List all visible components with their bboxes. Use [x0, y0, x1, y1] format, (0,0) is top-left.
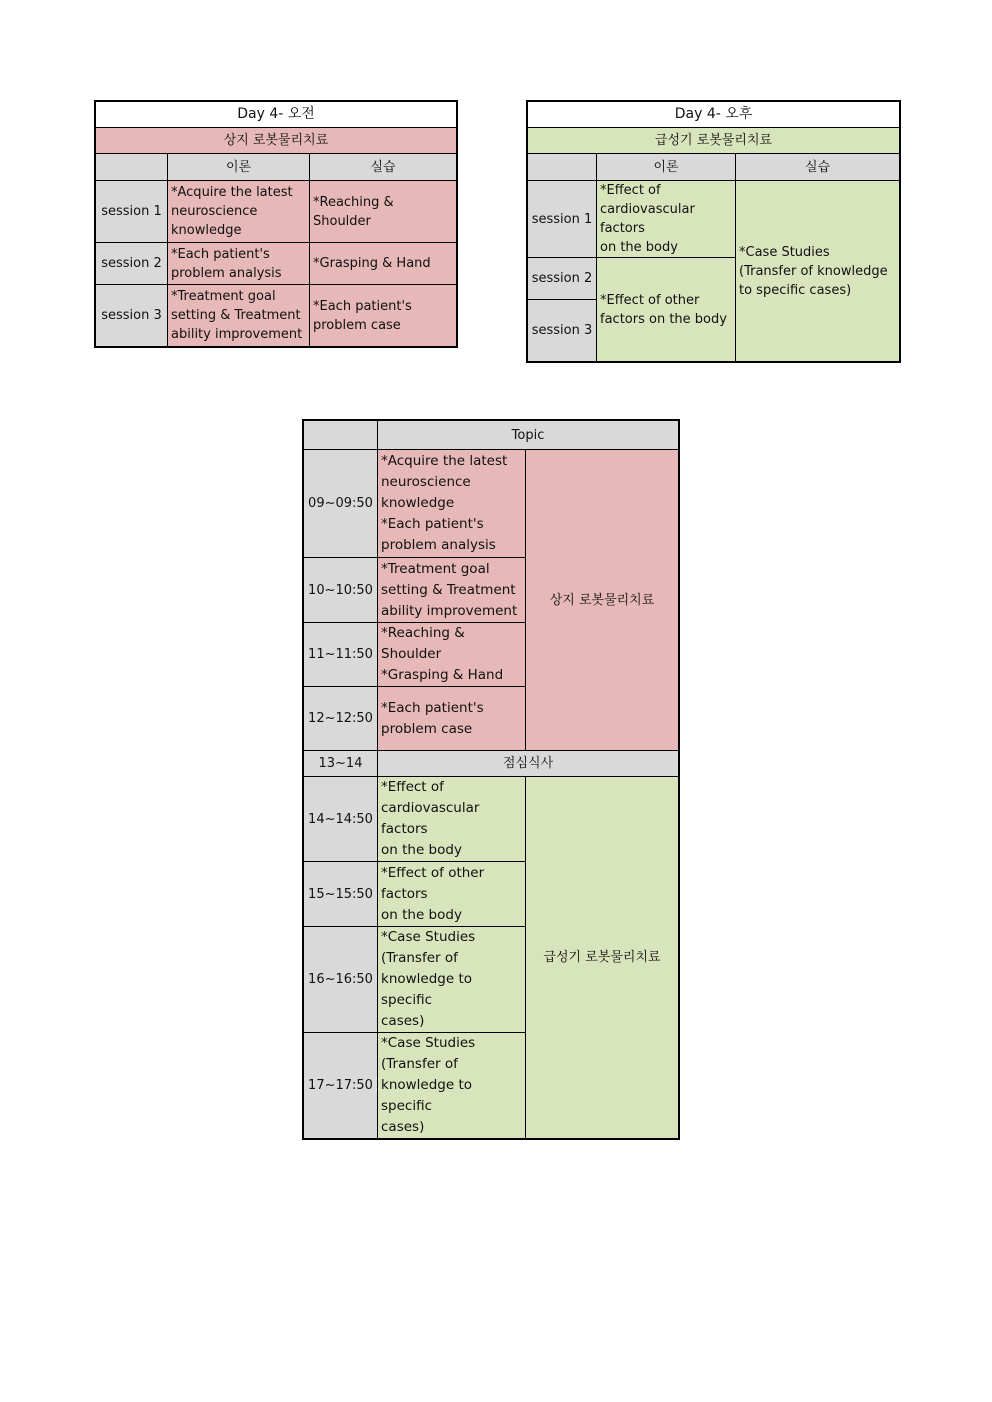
practice-cell: *Reaching & Shoulder: [310, 181, 457, 243]
time-cell: 12~12:50: [304, 687, 378, 751]
practice-cell: *Each patient's problem case: [310, 285, 457, 347]
am-col-theory: 이론: [168, 154, 310, 181]
lunch-time: 13~14: [304, 751, 378, 777]
topic-cell: *Effect of cardiovascular factors on the body: [378, 777, 526, 862]
lunch-label: 점심식사: [378, 751, 679, 777]
topic-cell: *Effect of other factors on the body: [378, 862, 526, 927]
topic-cell: *Treatment goal setting & Treatment ability improvement: [378, 558, 526, 623]
am-header-empty: [96, 154, 168, 181]
am-table-title: Day 4- 오전: [96, 102, 457, 128]
topic-cell: *Case Studies (Transfer of knowledge to specific cases): [378, 1033, 526, 1139]
schedule-header-empty: [304, 421, 378, 450]
schedule-row: [304, 777, 679, 862]
pm-table-title: Day 4- 오후: [528, 102, 900, 128]
daily-schedule-table: [303, 420, 679, 1139]
session-label: session 2: [96, 243, 168, 285]
theory-cell: *Treatment goal setting & Treatment ability improvement: [168, 285, 310, 347]
schedule-row: [304, 450, 679, 558]
topic-cell: *Acquire the latest neuroscience knowledge *Each patient's problem analysis: [378, 450, 526, 558]
pm-row-1: [528, 181, 900, 258]
session-label: session 1: [528, 181, 597, 258]
session-label: session 3: [96, 285, 168, 347]
am-row-1: [96, 181, 457, 243]
topic-cell: *Case Studies (Transfer of knowledge to specific cases): [378, 927, 526, 1033]
time-cell: 14~14:50: [304, 777, 378, 862]
theory-cell: *Effect of cardiovascular factors on the body: [597, 181, 736, 258]
theory-cell: *Effect of other factors on the body: [597, 258, 736, 362]
session-label: session 2: [528, 258, 597, 300]
time-cell: 17~17:50: [304, 1033, 378, 1139]
am-schedule-table: [95, 101, 457, 347]
theory-cell: *Acquire the latest neuroscience knowledge: [168, 181, 310, 243]
time-cell: 10~10:50: [304, 558, 378, 623]
time-cell: 09~09:50: [304, 450, 378, 558]
afternoon-subject: 급성기 로봇물리치료: [526, 777, 679, 1139]
pm-col-practice: 실습: [736, 154, 900, 181]
pm-col-theory: 이론: [597, 154, 736, 181]
pm-subject: 급성기 로봇물리치료: [528, 128, 900, 154]
topic-cell: *Each patient's problem case: [378, 687, 526, 751]
am-subject: 상지 로봇물리치료: [96, 128, 457, 154]
lunch-row: [304, 751, 679, 777]
time-cell: 11~11:50: [304, 623, 378, 687]
practice-cell: *Grasping & Hand: [310, 243, 457, 285]
session-label: session 3: [528, 300, 597, 362]
pm-schedule-table: [527, 101, 900, 362]
session-label: session 1: [96, 181, 168, 243]
am-col-practice: 실습: [310, 154, 457, 181]
am-row-2: [96, 243, 457, 285]
time-cell: 15~15:50: [304, 862, 378, 927]
theory-cell: *Each patient's problem analysis: [168, 243, 310, 285]
pm-practice-cell: *Case Studies (Transfer of knowledge to specific cases): [736, 181, 900, 362]
am-row-3: [96, 285, 457, 347]
time-cell: 16~16:50: [304, 927, 378, 1033]
topic-header: Topic: [378, 421, 679, 450]
morning-subject: 상지 로봇물리치료: [526, 450, 679, 751]
pm-header-empty: [528, 154, 597, 181]
topic-cell: *Reaching & Shoulder *Grasping & Hand: [378, 623, 526, 687]
